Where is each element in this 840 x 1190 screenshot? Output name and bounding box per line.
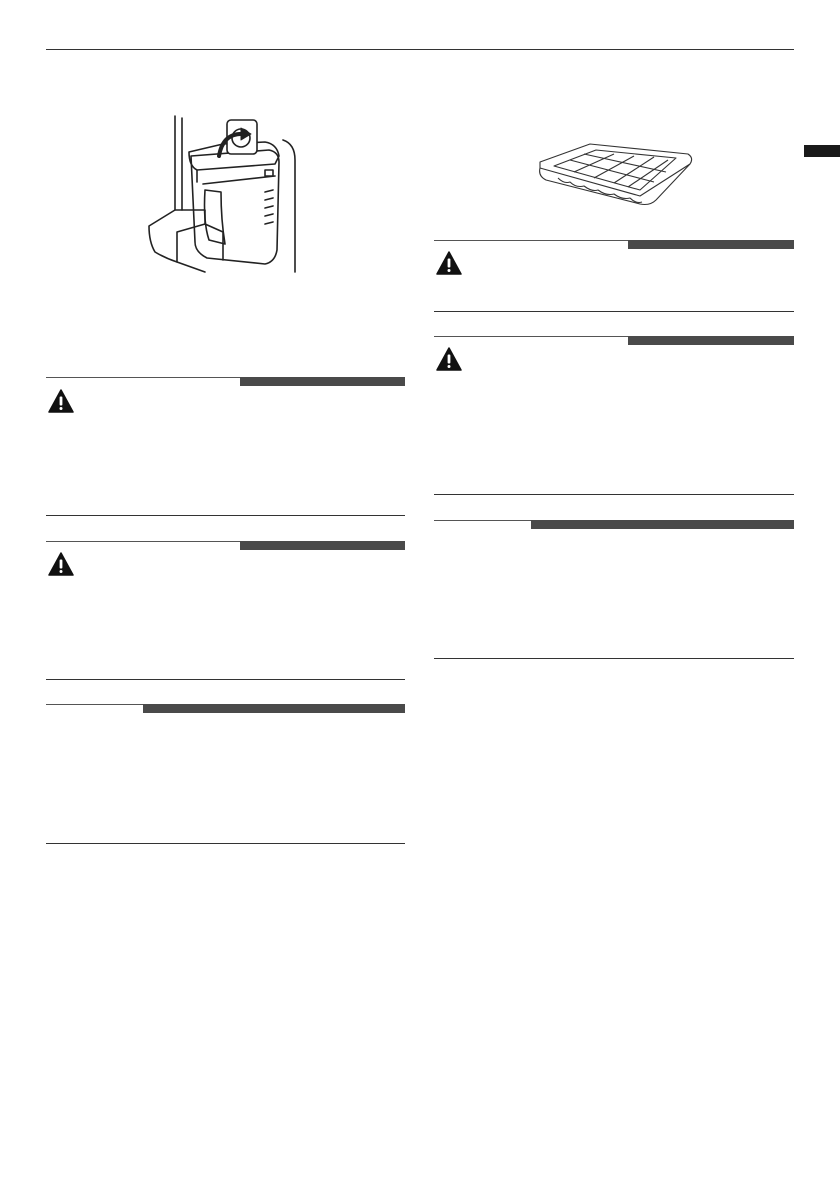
header-rule [46,49,794,50]
warning-triangle-icon [436,251,462,275]
warning-box-top-rule [434,240,629,241]
warning-box-header-bar [628,240,794,249]
note-box-top-rule [434,520,534,521]
warning-box-bottom-rule [46,679,405,680]
note-box-bottom-rule [46,843,405,844]
warning-box-bottom-rule [434,494,794,495]
warning-box-header-bar [240,377,405,386]
warning-box-header-bar [240,541,405,550]
warning-triangle-icon [436,347,462,371]
warning-box-top-rule [434,336,629,337]
ice-tray-illustration [536,140,696,210]
note-box-top-rule [46,704,146,705]
ice-bin-dispenser-illustration [145,112,305,277]
side-tab-marker [804,145,840,157]
warning-box-top-rule [46,377,241,378]
note-box-bottom-rule [434,658,794,659]
warning-triangle-icon [48,552,74,576]
note-box-header-bar [143,704,405,713]
warning-box-bottom-rule [434,311,794,312]
warning-triangle-icon [48,389,74,413]
note-box-header-bar [531,520,794,529]
warning-box-top-rule [46,541,241,542]
warning-box-bottom-rule [46,515,405,516]
warning-box-header-bar [628,336,794,345]
